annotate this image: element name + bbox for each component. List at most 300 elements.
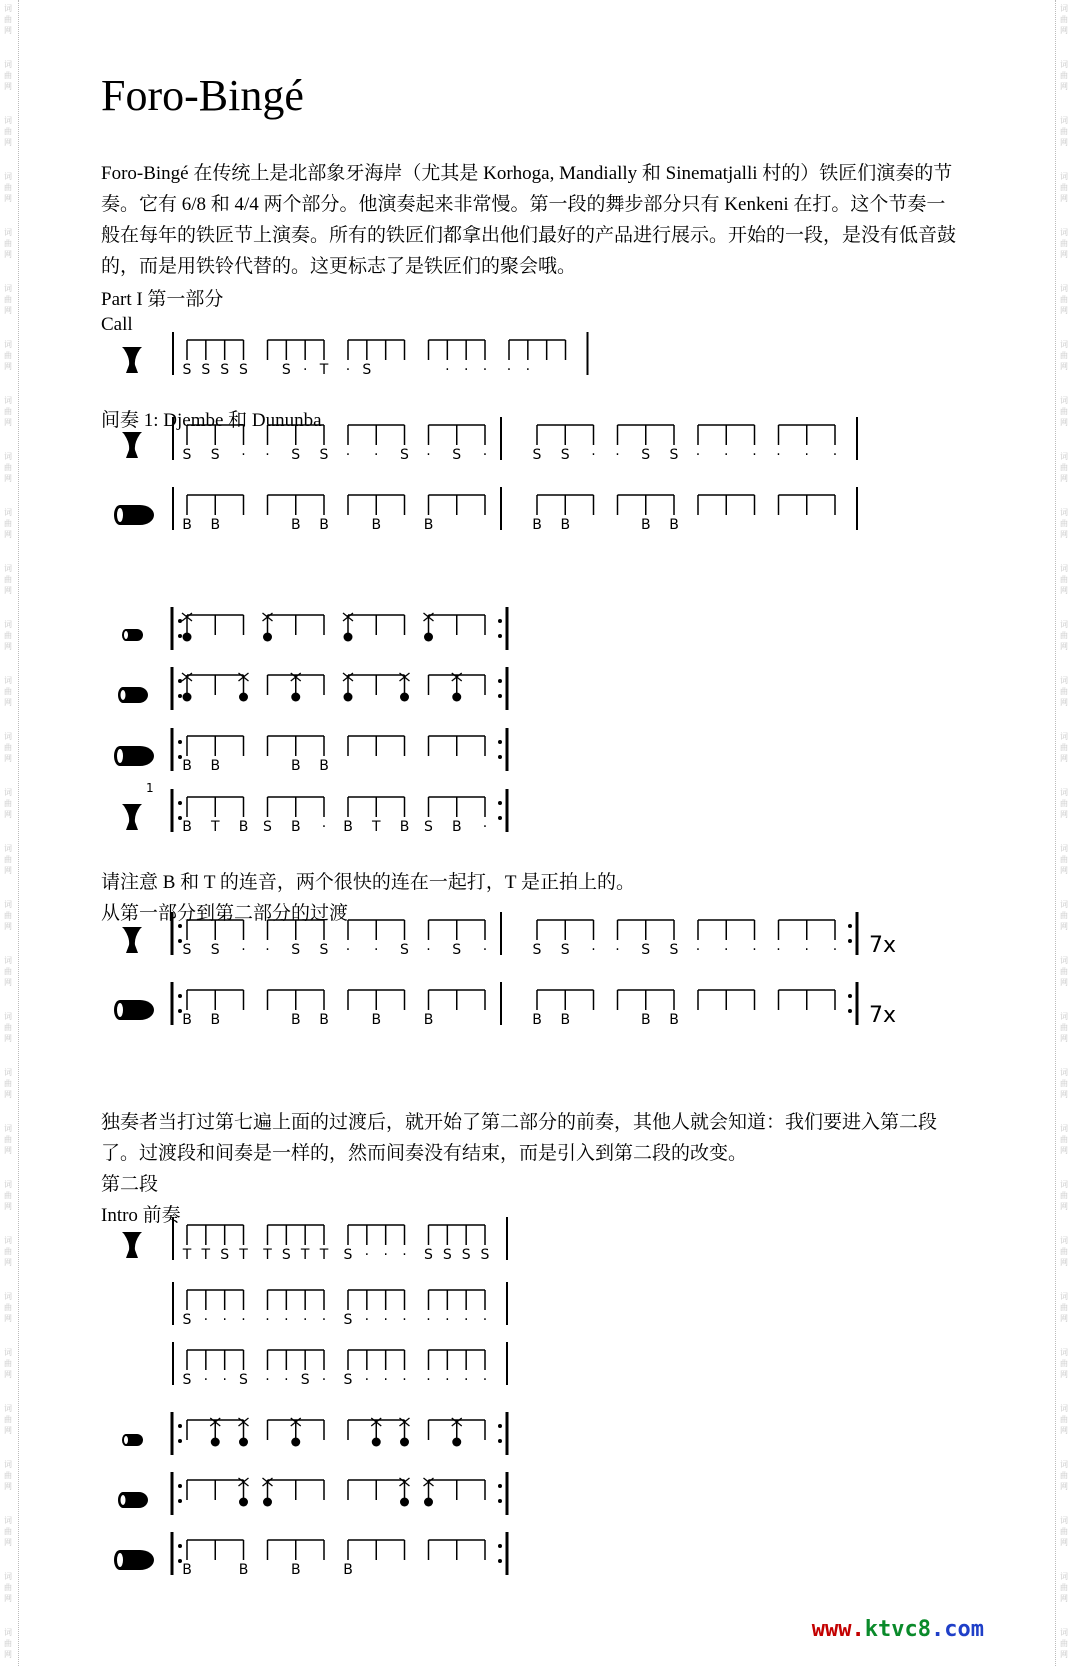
note-label: · — [482, 1312, 488, 1328]
note-label: S — [300, 1372, 310, 1388]
section2-paragraph: 独奏者当打过第七遍上面的过渡后，就开始了第二部分的前奏，其他人就会知道：我们要进入第二段了。过渡段和间奏是一样的，然而间奏没有结束，而是引入到第二段的改变。 — [101, 1112, 938, 1164]
part1-label: Part I 第一部分 — [101, 289, 224, 310]
repeat-dot — [498, 1544, 502, 1548]
note-label: · — [426, 942, 431, 958]
note-label: · — [752, 942, 757, 958]
dununba-icon — [114, 746, 154, 766]
intro-label: Intro 前奏 — [101, 1205, 181, 1226]
note-label: S — [461, 1247, 471, 1263]
watermark-char: 网 — [1060, 1594, 1068, 1603]
repeat-dot — [498, 755, 502, 759]
note-label: B — [182, 758, 192, 774]
watermark-char: 词 — [4, 1124, 12, 1133]
note-label: · — [615, 942, 620, 958]
staff-row-p2-dununba — [114, 1532, 507, 1578]
note-label: S — [210, 942, 220, 958]
repeat-dot — [498, 679, 502, 683]
watermark-char: 词 — [4, 620, 12, 629]
watermark-char: 曲 — [4, 687, 12, 696]
note-head-dot — [344, 693, 353, 702]
watermark-char: 网 — [1060, 1090, 1068, 1099]
note-label: B — [210, 1012, 221, 1028]
note-label: · — [345, 447, 351, 463]
staff-row-trans-dununba — [114, 982, 896, 1028]
watermark-char: 词 — [4, 396, 12, 405]
watermark-char: 网 — [1060, 1314, 1068, 1323]
repeat-count: 7x — [869, 1003, 897, 1028]
watermark-char: 曲 — [1060, 407, 1068, 416]
repeat-dot — [498, 1559, 502, 1563]
watermark-char: 词 — [4, 1180, 12, 1189]
watermark-char: 网 — [1060, 698, 1068, 707]
note-label: S — [343, 1247, 353, 1263]
watermark-char: 曲 — [4, 463, 12, 472]
watermark-char: 词 — [4, 564, 12, 573]
note-label: T — [319, 1247, 329, 1263]
note-head-dot — [452, 693, 461, 702]
note-label: · — [364, 1312, 370, 1328]
note-label: · — [445, 1312, 450, 1328]
watermark-char: 网 — [4, 1034, 12, 1043]
watermark-char: 词 — [4, 788, 12, 797]
watermark-char: 曲 — [1060, 1639, 1068, 1648]
repeat-dot — [178, 1439, 182, 1443]
watermark-char: 词 — [1060, 900, 1068, 909]
note-label: S — [220, 1247, 230, 1263]
note-label: B — [210, 758, 221, 774]
note-label: · — [284, 1312, 289, 1328]
watermark-char: 词 — [1060, 1292, 1068, 1301]
watermark-char: 词 — [4, 956, 12, 965]
note-label: · — [804, 942, 809, 958]
repeat-dot — [178, 634, 182, 638]
watermark-char: 网 — [4, 194, 12, 203]
watermark-char: 曲 — [4, 351, 12, 360]
watermark-char: 曲 — [1060, 295, 1068, 304]
watermark-char: 曲 — [4, 1415, 12, 1424]
watermark-char: 网 — [4, 978, 12, 987]
repeat-dot — [178, 994, 182, 998]
watermark-char: 词 — [1060, 1516, 1068, 1525]
watermark-char: 曲 — [1060, 239, 1068, 248]
watermark-char: 词 — [4, 116, 12, 125]
watermark-char: 网 — [4, 306, 12, 315]
watermark-char: 曲 — [4, 183, 12, 192]
note-head-dot — [344, 633, 353, 642]
watermark-char: 词 — [1060, 788, 1068, 797]
watermark-char: 词 — [4, 508, 12, 517]
note-label: S — [182, 942, 192, 958]
repeat-dot — [498, 1484, 502, 1488]
watermark-char: 曲 — [1060, 1359, 1068, 1368]
note-label: S — [560, 942, 570, 958]
note-label: S — [182, 1312, 192, 1328]
note-label: · — [463, 1312, 469, 1328]
watermark-char: 网 — [4, 26, 12, 35]
footer-url — [812, 1617, 984, 1642]
note-label: T — [201, 1247, 211, 1263]
watermark-char: 网 — [4, 530, 12, 539]
watermark-char: 词 — [4, 1012, 12, 1021]
transition-label: 从第一部分到第二部分的过渡 — [101, 903, 349, 924]
watermark-char: 网 — [4, 810, 12, 819]
watermark-char: 词 — [4, 1404, 12, 1413]
note-label: · — [265, 447, 270, 463]
note-label: B — [343, 819, 353, 835]
note-label: S — [641, 447, 651, 463]
watermark-char: 词 — [1060, 340, 1068, 349]
note-label: · — [695, 447, 701, 463]
repeat-dot — [498, 1424, 502, 1428]
note-label: · — [222, 1312, 227, 1328]
watermark-char: 网 — [1060, 362, 1068, 371]
note-label: · — [482, 362, 488, 378]
watermark-char: 网 — [1060, 194, 1068, 203]
staff-row-intro-djembe-2 — [173, 1282, 507, 1328]
watermark-char: 网 — [1060, 754, 1068, 763]
repeat-dot — [498, 634, 502, 638]
footer-url-domain: ktvc8 — [864, 1617, 932, 1642]
watermark-char: 曲 — [4, 631, 12, 640]
note-label: · — [591, 942, 596, 958]
note-label: · — [482, 447, 488, 463]
note-label: · — [321, 1312, 327, 1328]
note-label: · — [265, 1372, 270, 1388]
watermark-char: 网 — [1060, 1146, 1068, 1155]
watermark-char: 曲 — [1060, 1023, 1068, 1032]
note-head-dot — [263, 1498, 272, 1507]
watermark-char: 曲 — [4, 1135, 12, 1144]
watermark-char: 词 — [4, 1236, 12, 1245]
note-head-dot — [424, 633, 433, 642]
watermark-char: 曲 — [4, 799, 12, 808]
repeat-dot — [178, 1484, 182, 1488]
repeat-dot — [178, 1544, 182, 1548]
watermark-char: 曲 — [4, 1191, 12, 1200]
note-head-dot — [211, 1438, 220, 1447]
staff-row-int1-dununba — [114, 487, 857, 533]
note-label: S — [424, 819, 433, 835]
watermark-char: 网 — [1060, 530, 1068, 539]
note-head-dot — [291, 693, 300, 702]
watermark-char: 词 — [1060, 1628, 1068, 1637]
note-label: · — [374, 447, 379, 463]
watermark-char: 网 — [1060, 82, 1068, 91]
note-label: B — [319, 758, 329, 774]
staff-row-trans-djembe — [122, 912, 896, 958]
note-head-dot — [372, 1438, 381, 1447]
note-head-dot — [400, 693, 409, 702]
note-head-dot — [452, 1438, 461, 1447]
staff-row-p2-kenkeni — [122, 1412, 507, 1455]
note-head-dot — [183, 633, 192, 642]
watermark-char: 网 — [1060, 418, 1068, 427]
watermark-char: 网 — [4, 250, 12, 259]
watermark-char: 曲 — [4, 239, 12, 248]
note-label: S — [319, 942, 329, 958]
staff-row-p2-sangban — [118, 1472, 507, 1515]
watermark-char: 词 — [4, 284, 12, 293]
note-label: · — [752, 447, 757, 463]
watermark-char: 曲 — [1060, 799, 1068, 808]
watermark-char: 曲 — [4, 967, 12, 976]
watermark-char: 曲 — [1060, 15, 1068, 24]
watermark-char: 曲 — [1060, 911, 1068, 920]
note-label: · — [426, 1312, 431, 1328]
watermark-char: 词 — [1060, 1068, 1068, 1077]
watermark-char: 网 — [1060, 922, 1068, 931]
sangban-icon — [118, 1492, 148, 1508]
note-label: S — [343, 1312, 353, 1328]
note-head-dot — [424, 1498, 433, 1507]
note-label: · — [241, 942, 246, 958]
note-label: · — [591, 447, 596, 463]
note-label: T — [263, 1247, 272, 1263]
watermark-char: 词 — [1060, 1012, 1068, 1021]
watermark-char: 曲 — [1060, 463, 1068, 472]
watermark-char: 曲 — [1060, 1303, 1068, 1312]
watermark-char: 网 — [4, 474, 12, 483]
watermark-char: 网 — [4, 922, 12, 931]
note-label: S — [291, 942, 301, 958]
staff-row-intro-djembe-1 — [122, 1217, 507, 1263]
staff-row-p1-dununba — [114, 728, 507, 774]
watermark-char: 网 — [4, 362, 12, 371]
watermark-char: 网 — [4, 1090, 12, 1099]
staff-row-p1-sangban — [118, 667, 507, 710]
note-label: S — [220, 362, 230, 378]
watermark-char: 网 — [1060, 306, 1068, 315]
repeat-dot — [498, 619, 502, 623]
watermark-char: 网 — [4, 1594, 12, 1603]
note-label: · — [364, 1247, 370, 1263]
watermark-char: 词 — [1060, 732, 1068, 741]
note-head-dot — [183, 693, 192, 702]
sangban-icon — [118, 687, 148, 703]
watermark-char: 曲 — [1060, 1415, 1068, 1424]
watermark-char: 曲 — [4, 1023, 12, 1032]
watermark-char: 词 — [4, 4, 12, 13]
note-label: T — [300, 1247, 310, 1263]
note-label: · — [265, 942, 270, 958]
note-label: S — [424, 1247, 433, 1263]
note-label: S — [343, 1372, 353, 1388]
watermark-char: 网 — [4, 82, 12, 91]
note-label: S — [480, 1247, 490, 1263]
repeat-dot — [848, 994, 852, 998]
watermark-char: 曲 — [4, 407, 12, 416]
section2-label: 第二段 — [101, 1174, 159, 1195]
note-label: B — [371, 517, 382, 533]
watermark-char: 网 — [4, 866, 12, 875]
note-label: · — [832, 942, 838, 958]
watermark-char: 网 — [4, 1426, 12, 1435]
page-title: Foro-Bingé — [101, 71, 304, 120]
repeat-dot — [498, 816, 502, 820]
watermark-char: 词 — [1060, 172, 1068, 181]
repeat-dot — [178, 924, 182, 928]
watermark-char: 词 — [4, 1628, 12, 1637]
note-label: · — [284, 1372, 289, 1388]
watermark-char: 曲 — [1060, 855, 1068, 864]
staff-row-p1-djembe — [122, 781, 507, 835]
note-label: · — [482, 1372, 488, 1388]
watermark-char: 曲 — [1060, 519, 1068, 528]
watermark-char: 网 — [4, 138, 12, 147]
note-label: B — [290, 819, 301, 835]
note-label: B — [182, 1012, 192, 1028]
note-label: · — [265, 1312, 270, 1328]
note-head-dot — [239, 1438, 248, 1447]
watermark-char: 词 — [1060, 564, 1068, 573]
watermark-char: 曲 — [4, 1527, 12, 1536]
watermark-char: 词 — [1060, 4, 1068, 13]
note-label: · — [506, 362, 512, 378]
repeat-dot — [178, 939, 182, 943]
watermark-char: 曲 — [1060, 743, 1068, 752]
djembe-icon — [122, 432, 142, 458]
watermark-char: 词 — [1060, 844, 1068, 853]
repeat-dot — [178, 1424, 182, 1428]
note-label: · — [241, 1312, 246, 1328]
watermark-char: 词 — [4, 732, 12, 741]
watermark-char: 词 — [4, 340, 12, 349]
watermark-char: 词 — [1060, 1460, 1068, 1469]
note-label: · — [615, 447, 620, 463]
kenkeni-icon — [122, 1434, 143, 1446]
note-label: S — [182, 1372, 192, 1388]
note-label: · — [364, 1372, 370, 1388]
note-label: S — [291, 447, 301, 463]
watermark-char: 词 — [1060, 396, 1068, 405]
staff-row-call-djembe — [122, 332, 588, 378]
note-label: S — [532, 942, 542, 958]
note-label: · — [482, 819, 488, 835]
watermark-char: 词 — [1060, 228, 1068, 237]
watermark-char: 网 — [4, 1258, 12, 1267]
watermark-char: 网 — [4, 1482, 12, 1491]
watermark-char: 曲 — [1060, 1247, 1068, 1256]
note-label: S — [239, 362, 248, 378]
note-head-dot — [400, 1498, 409, 1507]
watermark-char: 词 — [1060, 620, 1068, 629]
watermark-char: 网 — [4, 642, 12, 651]
footer-url-www: www. — [811, 1617, 865, 1642]
repeat-dot — [848, 939, 852, 943]
note-label: B — [238, 1562, 249, 1578]
note-label: S — [452, 447, 462, 463]
note-head-dot — [239, 1498, 248, 1507]
watermark-char: 词 — [1060, 60, 1068, 69]
repeat-dot — [848, 924, 852, 928]
note-label: B — [640, 517, 651, 533]
note-label: S — [400, 942, 409, 958]
watermark-char: 网 — [1060, 1258, 1068, 1267]
note-label: · — [345, 942, 351, 958]
watermark-char: 曲 — [1060, 351, 1068, 360]
watermark-char: 网 — [4, 1314, 12, 1323]
watermark-char: 词 — [1060, 452, 1068, 461]
watermark-char: 词 — [1060, 1180, 1068, 1189]
watermark-char: 曲 — [4, 295, 12, 304]
kenkeni-icon — [122, 629, 143, 641]
note-label: · — [402, 1312, 407, 1328]
watermark-char: 网 — [1060, 1426, 1068, 1435]
note-label: · — [302, 362, 308, 378]
repeat-dot — [178, 619, 182, 623]
note-label: · — [804, 447, 809, 463]
watermark-char: 曲 — [4, 1247, 12, 1256]
note-label: B — [210, 517, 221, 533]
repeat-dot — [498, 1439, 502, 1443]
watermark-char: 曲 — [4, 855, 12, 864]
note-label: S — [319, 447, 329, 463]
dununba-icon — [114, 1550, 154, 1570]
call-label: Call — [101, 314, 133, 335]
watermark-char: 曲 — [1060, 1191, 1068, 1200]
watermark-char: 曲 — [4, 1639, 12, 1648]
note-label: B — [182, 1562, 192, 1578]
note-label: · — [374, 942, 379, 958]
watermark-char: 曲 — [1060, 183, 1068, 192]
repeat-dot — [178, 1499, 182, 1503]
watermark-char: 曲 — [4, 1079, 12, 1088]
watermark-char: 网 — [1060, 866, 1068, 875]
watermark-char: 词 — [4, 1572, 12, 1581]
note-label: · — [724, 942, 729, 958]
djembe-icon — [122, 347, 142, 373]
note-label: · — [463, 1372, 469, 1388]
watermark-char: 网 — [1060, 1482, 1068, 1491]
repeat-dot — [178, 694, 182, 698]
note-label: · — [724, 447, 729, 463]
staff-row-p1-kenkeni — [122, 607, 507, 650]
watermark-char: 曲 — [4, 1359, 12, 1368]
note-label: S — [239, 1372, 248, 1388]
note-label: · — [776, 942, 781, 958]
watermark-char: 词 — [1060, 1348, 1068, 1357]
watermark-char: 曲 — [4, 71, 12, 80]
note-label: B — [290, 758, 301, 774]
watermark-char: 词 — [4, 1348, 12, 1357]
note-label: · — [445, 362, 450, 378]
note-label: B — [423, 517, 434, 533]
note-label: T — [182, 1247, 192, 1263]
note-label: B — [451, 819, 462, 835]
note-label: S — [560, 447, 570, 463]
djembe-icon — [122, 1232, 142, 1258]
watermark-char: 网 — [1060, 1650, 1068, 1659]
repeat-dot — [848, 1009, 852, 1013]
note-label: T — [319, 362, 329, 378]
watermark-char: 曲 — [1060, 687, 1068, 696]
note-label: B — [669, 517, 679, 533]
note-label: B — [423, 1012, 434, 1028]
note-label: · — [321, 819, 327, 835]
watermark-char: 曲 — [1060, 127, 1068, 136]
watermark-char: 网 — [4, 418, 12, 427]
note-label: · — [445, 1372, 450, 1388]
watermark-char: 曲 — [4, 15, 12, 24]
repeat-dot — [178, 679, 182, 683]
note-label: · — [241, 447, 246, 463]
note-label: B — [238, 819, 249, 835]
note-label: S — [669, 447, 679, 463]
repeat-dot — [178, 740, 182, 744]
note-label: S — [182, 362, 192, 378]
note-label: · — [345, 362, 351, 378]
note-label: T — [239, 1247, 248, 1263]
